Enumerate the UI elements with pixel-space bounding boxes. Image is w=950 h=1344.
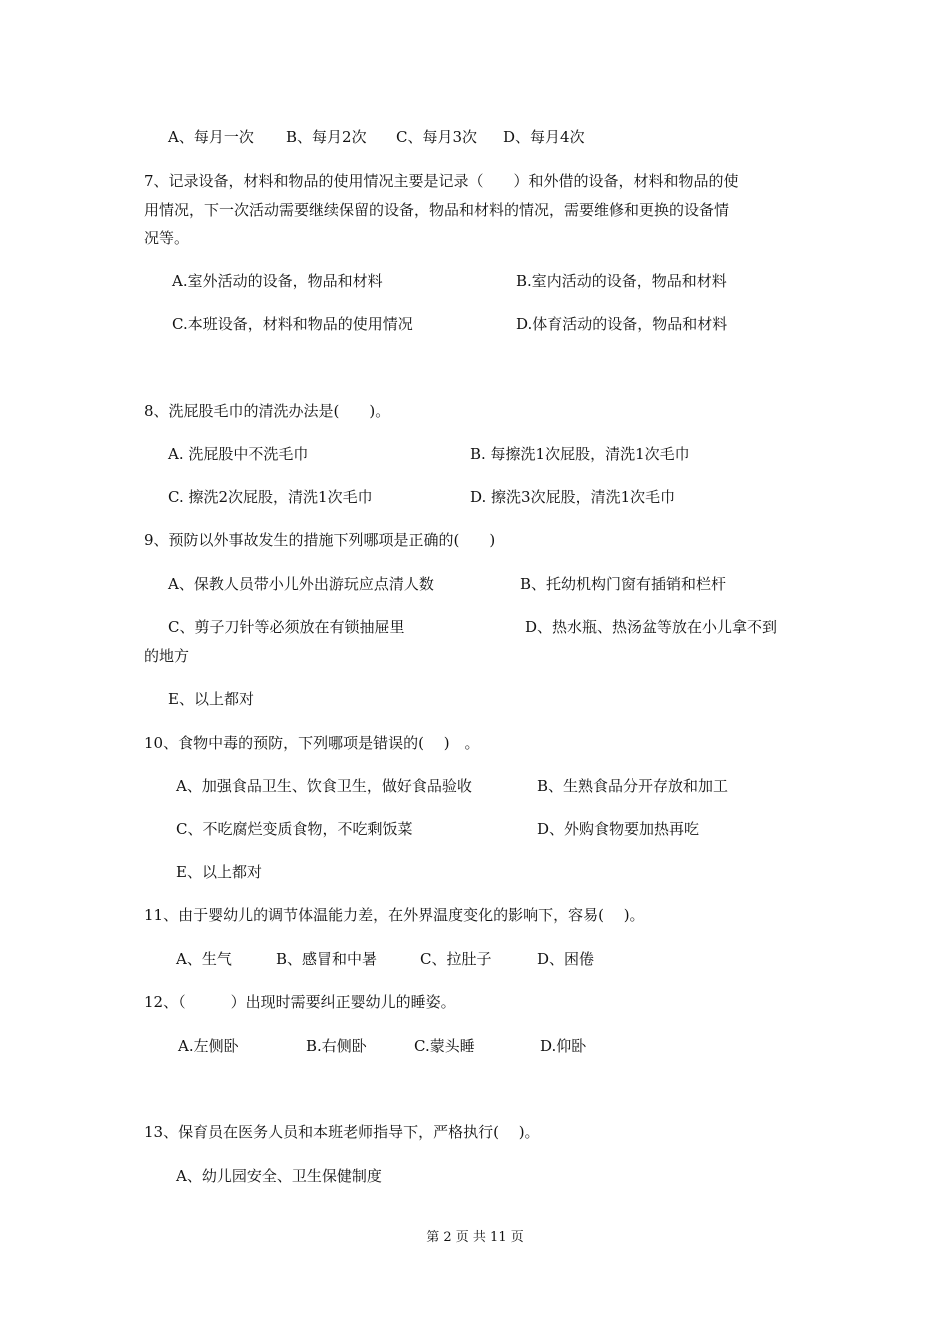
q7-option-a: A.室外活动的设备，物品和材料: [172, 272, 383, 290]
q7-option-c: C.本班设备，材料和物品的使用情况: [172, 315, 413, 333]
q11-option-c: C、拉肚子: [420, 950, 492, 968]
q12-option-d: D.仰卧: [540, 1037, 587, 1055]
q9-option-d: D、热水瓶、热汤盆等放在小儿拿不到: [525, 618, 778, 636]
q8-option-b: B. 每擦洗1次屁股，清洗1次毛巾: [470, 445, 690, 463]
q11-option-a: A、生气: [176, 950, 232, 968]
q11-option-b: B、感冒和中暑: [276, 950, 378, 968]
q10-option-b: B、生熟食品分开存放和加工: [537, 777, 729, 795]
q11-option-d: D、困倦: [537, 950, 595, 968]
q9-option-e: E、以上都对: [168, 690, 254, 708]
q10-option-a: A、加强食品卫生、饮食卫生，做好食品验收: [176, 777, 472, 795]
q12-option-c: C.蒙头睡: [414, 1037, 475, 1055]
q6-option-a: A、每月一次: [168, 128, 254, 146]
q8-stem: 8、洗屁股毛巾的清洗办法是( )。: [144, 402, 391, 420]
q8-option-a: A. 洗屁股中不洗毛巾: [168, 445, 309, 463]
q10-option-c: C、不吃腐烂变质食物，不吃剩饭菜: [176, 820, 413, 838]
q9-option-d-continued: 的地方: [144, 647, 190, 665]
q7-option-d: D.体育活动的设备，物品和材料: [516, 315, 728, 333]
q6-option-c: C、每月3次: [396, 128, 478, 146]
q11-stem: 11、由于婴幼儿的调节体温能力差，在外界温度变化的影响下，容易( )。: [144, 906, 645, 924]
q10-stem: 10、食物中毒的预防，下列哪项是错误的( ) 。: [144, 734, 480, 752]
q8-option-d: D. 擦洗3次屁股，清洗1次毛巾: [470, 488, 676, 506]
q7-line-3: 况等。: [144, 229, 190, 247]
q6-option-b: B、每月2次: [286, 128, 367, 146]
q9-option-c: C、剪子刀针等必须放在有锁抽屉里: [168, 618, 405, 636]
q10-option-d: D、外购食物要加热再吃: [537, 820, 700, 838]
q12-stem: 12、（ ）出现时需要纠正婴幼儿的睡姿。: [144, 993, 456, 1011]
page-footer: 第 2 页 共 11 页: [426, 1230, 524, 1245]
q7-option-b: B.室内活动的设备，物品和材料: [516, 272, 727, 290]
q10-option-e: E、以上都对: [176, 863, 262, 881]
q9-option-b: B、托幼机构门窗有插销和栏杆: [520, 575, 727, 593]
q12-option-b: B.右侧卧: [306, 1037, 367, 1055]
q13-stem: 13、保育员在医务人员和本班老师指导下，严格执行( )。: [144, 1123, 540, 1141]
q9-option-a: A、保教人员带小儿外出游玩应点清人数: [168, 575, 434, 593]
q12-option-a: A.左侧卧: [178, 1037, 239, 1055]
q13-option-a: A、幼儿园安全、卫生保健制度: [176, 1167, 382, 1185]
q8-option-c: C. 擦洗2次屁股，清洗1次毛巾: [168, 488, 373, 506]
q6-option-d: D、每月4次: [503, 128, 585, 146]
q9-stem: 9、预防以外事故发生的措施下列哪项是正确的( ): [144, 531, 496, 549]
q7-line-1: 7、记录设备，材料和物品的使用情况主要是记录（ ）和外借的设备，材料和物品的使: [144, 172, 739, 190]
q7-line-2: 用情况，下一次活动需要继续保留的设备，物品和材料的情况，需要维修和更换的设备情: [144, 201, 730, 219]
